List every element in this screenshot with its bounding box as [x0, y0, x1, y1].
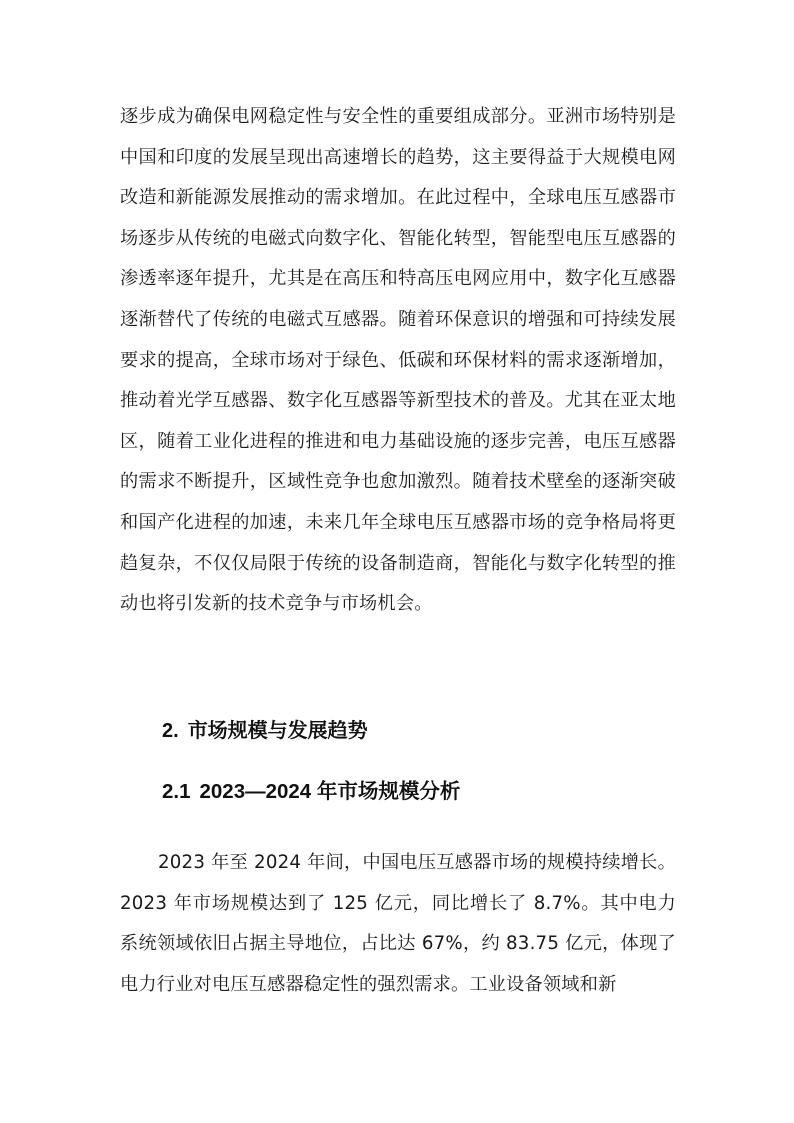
section-number: 2.	[162, 720, 179, 742]
subsection-title: 2023—2024 年市场规模分析	[199, 780, 461, 803]
body-paragraph-market-size: 2023 年至 2024 年间，中国电压互感器市场的规模持续增长。2023 年市场规模达到了 125 亿元，同比增长了 8.7%。其中电力系统领域依旧占据主导地位，占比达 67%，约 83.75 亿元，体现了电力行业对电压互感器稳定性的强烈需求。工业设备领域和新	[120, 852, 676, 995]
subsection-number: 2.1	[162, 780, 191, 803]
section-title: 市场规模与发展趋势	[187, 720, 368, 742]
section-heading-market-size-trends	[162, 717, 368, 745]
subsection-heading-2023-2024-analysis	[162, 778, 460, 806]
body-paragraph-market-overview: 逐步成为确保电网稳定性与安全性的重要组成部分。亚洲市场特别是中国和印度的发展呈现出高速增长的趋势，这主要得益于大规模电网改造和新能源发展推动的需求增加。在此过程中，全球电压互感器市场逐步从传统的电磁式向数字化、智能化转型，智能型电压互感器的渗透率逐年提升，尤其是在高压和特高压电网应用中，数字化互感器逐渐替代了传统的电磁式互感器。随着环保意识的增强和可持续发展要求的提高，全球市场对于绿色、低碳和环保材料的需求逐渐增加，推动着光学互感器、数字化互感器等新型技术的普及。尤其在亚太地区，随着工业化进程的推进和电力基础设施的逐步完善，电压互感器的需求不断提升，区域性竞争也愈加激烈。随着技术壁垒的逐渐突破和国产化进程的加速，未来几年全球电压互感器市场的竞争格局将更趋复杂，不仅仅局限于传统的设备制造商，智能化与数字化转型的推动也将引发新的技术竞争与市场机会。	[120, 106, 676, 615]
